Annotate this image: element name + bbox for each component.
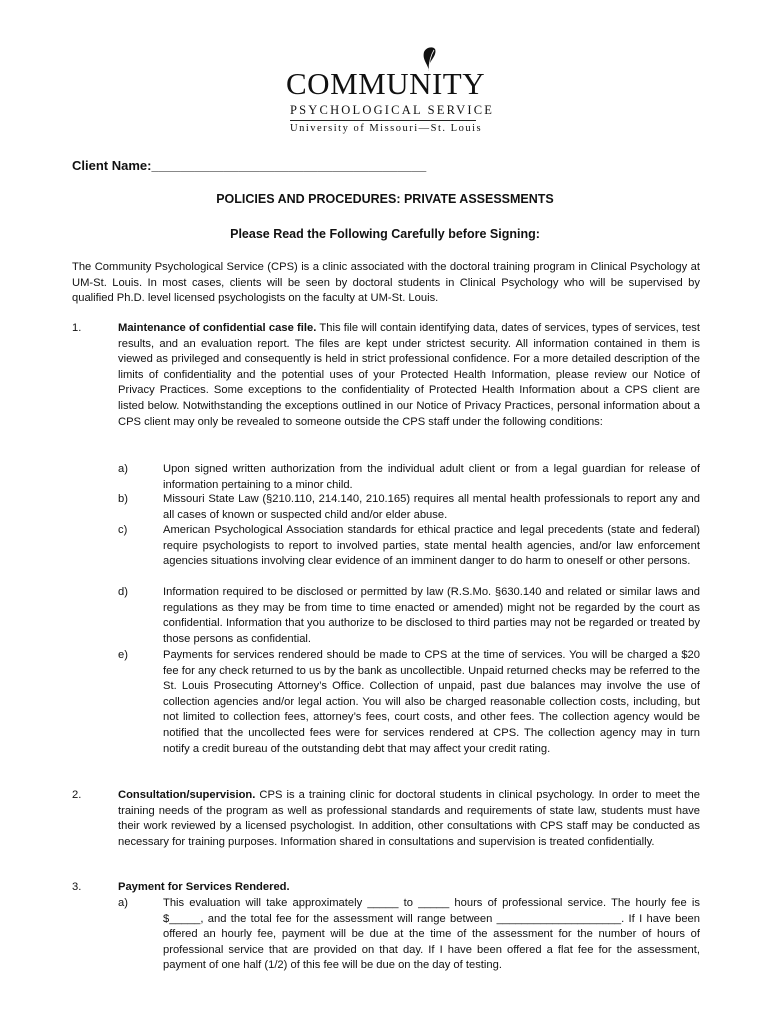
list-item: Information required to be disclosed or permitted by law (R.S.Mo. §630.140 and related or similar laws and regulations as they may be from time to time enacted or amended) might not be regarded by the court as confidential. Information that you authorize to be disclosed to third parties may not be regarded or treated by those persons as confidential.: [163, 586, 700, 645]
section-body: CPS is a training clinic for doctoral students in clinical psychology. In order to meet the training needs of the program as well as professional standards and requirements of state law, students must have their work reviewed by a licensed psychologist. In addition, other consultations with CPS staff may be conducted as necessary for training purposes. Information shared in consultations and supervision is treated confidentially.: [118, 789, 700, 848]
logo-university: University of Missouri—St. Louis: [290, 123, 483, 134]
logo-subtitle: PSYCHOLOGICAL SERVICE: [290, 103, 495, 117]
section-number: 3.: [72, 881, 82, 893]
logo-rule: [290, 120, 476, 121]
cps-logo: [282, 46, 495, 138]
section-1-paragraph: [118, 321, 700, 430]
section-number: 2.: [72, 789, 82, 801]
intro-paragraph: The Community Psychological Service (CPS) is a clinic associated with the doctoral training program in Clinical Psychology at UM-St. Louis. In most cases, clients will be seen by doctoral students in Clinical Psychology who will be supervised by qualified Ph.D. level licensed psychologists on the faculty at UM-St. Louis.: [72, 261, 700, 305]
section-body: This file will contain identifying data, dates of services, types of services, test results, and an evaluation report. The files are kept under strictest security. All information contained in them is viewed as privileged and consequently is held in strict professional confidence. For a more detailed description of the limits of confidentiality and the potential uses of your Protected Health Information, please review our Notice of Privacy Practices. Some exceptions to the confidentiality of Protected Health Information about a CPS client are listed below. Notwithstanding the exceptions outlined in our Notice of Privacy Practices, personal information about a CPS client may only be revealed to someone outside the CPS staff under the following conditions:: [118, 322, 700, 428]
list-item: This evaluation will take approximately _____ to _____ hours of professional service. The hourly fee is $_____, and the total fee for the assessment will range between ____________________. If I have been offered an hourly fee, payment will be due at the time of the assessment for the number of hours of professional service that are provided on that day. If I have been offered a flat fee for the assessment, payment of one half (1/2) of this fee will be due on the day of testing.: [163, 897, 700, 972]
section-3-heading-line: [118, 880, 700, 896]
section-heading: Payment for Services Rendered.: [118, 881, 290, 893]
item-letter: d): [118, 586, 128, 598]
list-item: Payments for services rendered should be made to CPS at the time of services. You will be charged a $20 fee for any check returned to us by the bank as uncollectible. Unpaid returned checks may be referred to the St. Louis Prosecuting Attorney’s Office. Collection of unpaid, past due balances may involve the use of collection agencies and/or legal action. You will also be charged reasonable collection costs, including, but not limited to collection fees, attorney’s fees, court costs, and other fees. The collection agency would be notified that the uncollected fees were for services rendered at CPS. The collection agency may in turn notify a credit bureau of the outstanding debt that may affect your credit rating.: [163, 649, 700, 755]
section-2-paragraph: [118, 788, 700, 850]
section-heading: Maintenance of confidential case file.: [118, 322, 317, 334]
item-letter: c): [118, 524, 128, 536]
section-number: 1.: [72, 322, 82, 334]
logo-name: COMMUNITY: [286, 66, 486, 101]
document-title: POLICIES AND PROCEDURES: PRIVATE ASSESSMENTS: [216, 192, 554, 206]
list-item: Missouri State Law (§210.110, 214.140, 210.165) requires all mental health professionals to report any and all cases of known or suspected child and/or elder abuse.: [163, 493, 700, 521]
document-subtitle: Please Read the Following Carefully before Signing:: [230, 227, 540, 241]
item-letter: e): [118, 649, 128, 661]
item-letter: b): [118, 493, 128, 505]
item-letter: a): [118, 897, 128, 909]
list-item: Upon signed written authorization from the individual adult client or from a legal guardian for release of information pertaining to a minor child.: [163, 463, 700, 491]
section-heading: Consultation/supervision.: [118, 789, 256, 801]
item-letter: a): [118, 463, 128, 475]
client-name-field[interactable]: Client Name:______________________________________: [72, 158, 427, 173]
list-item: American Psychological Association standards for ethical practice and legal precedents (state and federal) require psychologists to report to involved parties, state mental health agencies, and/or law enforcement agencies situations involving clear evidence of an imminent danger to do harm to oneself or other persons.: [163, 524, 700, 568]
